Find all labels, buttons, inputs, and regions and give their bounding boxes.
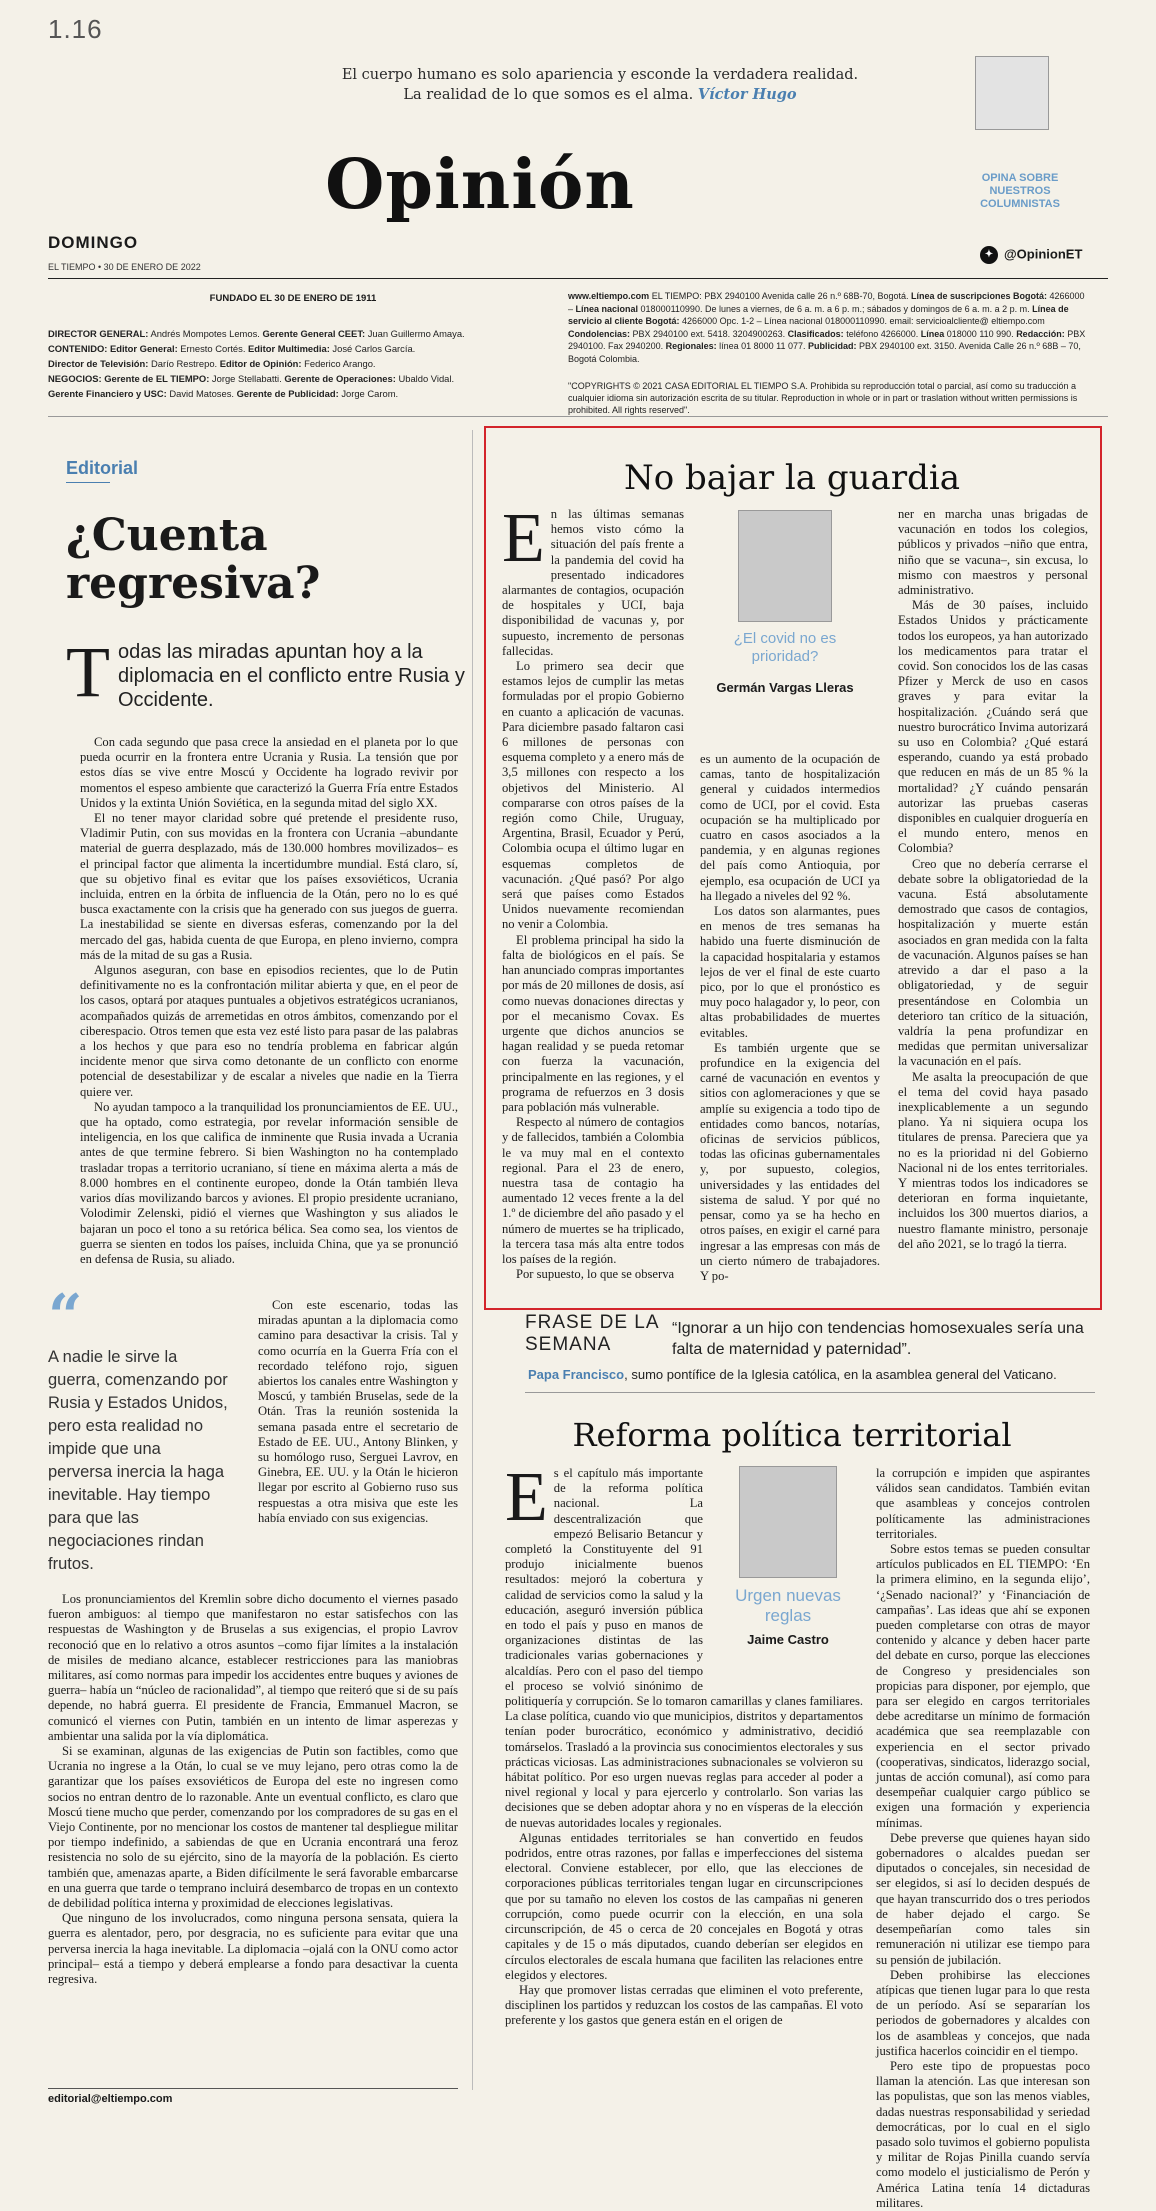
editorial-email[interactable]: editorial@eltiempo.com bbox=[48, 2093, 173, 2105]
column1-paragraph: Por supuesto, lo que se observa bbox=[516, 1267, 675, 1282]
editorial-pullquote: A nadie le sirve la guerra, comenzando por Rusia y Estados Unidos, pero esta realidad no impide que una perversa inercia la haga inevitable. Hay tiempo para que las negociaciones rindan frutos. bbox=[48, 1348, 228, 1573]
editorial-paragraph: Algunos aseguran, con base en episodios recientes, que lo de Putin definitivamente no es la confrontación militar abierta y que, en el peor de los casos, optará por ataques puntuales a objetivos estratégicos ucranianos, acompañados quizás de arremetidas en otros ámbitos, comenzando por el ciberespacio. Otros temen que esta vez esté listo para pasar de las palabras a los hechos y que para eso no tendría problema en fabricar algún incidente menor que sirva como detonante de un conflicto con enorme potencial de desestabilizar y de escalar a niveles que nadie en la Tierra quiere ver. bbox=[80, 963, 458, 1099]
masthead-rule bbox=[48, 416, 1108, 417]
editorial-paragraph: Los pronunciamientos del Kremlin sobre dicho documento el viernes pasado fueron ambiguos: al tiempo que manifestaron no estar satisfechos con las respuestas de Washington y de Bruselas a sus exigencias, el propio Lavrov reconoció que en lo relativo a otros asuntos –como fijar límites a la instalación de misiles de mediano alcance, establecer restricciones para las maniobras militares, así como normas para impedir los accidentes entre buques y aviones de guerra– había un “núcleo de racionalidad”, al tiempo que reiteró que si de su país depende, no habrá guerra. El presidente de Francia, Emmanuel Macron, se comunicó el viernes con Putin, también en un intento de limar asperezas y ambientar una salida por la vía diplomática. bbox=[48, 1592, 458, 1743]
section-title: Opinión bbox=[325, 145, 635, 225]
column2-col-a bbox=[505, 1459, 863, 2086]
column2-paragraph: Debe preverse que quienes hayan sido gobernadores o alcaldes puedan ser diputados o concejales, sin necesidad de ser elegidos, si así lo deciden después de que hayan transcurrido dos o tres periodos de haber dejado el cargo. Se desempeñarían como tales sin remuneración ni utilizar ese tiempo para su pensión de jubilación. bbox=[876, 1830, 1090, 1967]
top-quote bbox=[340, 66, 860, 105]
masthead-line: CONTENIDO: Editor General: Ernesto Cortés. Editor Multimedia: José Carlos García. bbox=[48, 343, 416, 354]
column2-author-question: Urgen nuevas reglas bbox=[735, 1586, 841, 1625]
top-quote-author: Víctor Hugo bbox=[697, 86, 797, 103]
editorial-body-top bbox=[80, 735, 458, 1293]
masthead-line: DIRECTOR GENERAL: Andrés Mompotes Lemos. Gerente General CEET: Juan Guillermo Amaya. bbox=[48, 328, 465, 339]
column1-author-question: ¿El covid no es prioridad? bbox=[733, 630, 837, 665]
column2-paragraph: Hay que promover listas cerradas que eliminen el voto preferente, disciplinen los partidos y reduzcan los costos de las campañas. El voto preferente y los gastos que genera están en el origen de bbox=[505, 1982, 863, 2028]
column1-paragraph: es un aumento de la ocupación de camas, tanto de hospitalización general y cuidados intermedios como de UCI, por el covid. Esta ocupación se ha multiplicado por cuatro en casos asociados a la pandemia, y en algunas regiones del país como Antioquia, por ejemplo, esa ocupación de UCI ya ha llegado a niveles del 92 %. bbox=[700, 752, 880, 903]
frase-label-text: FRASE DE LA SEMANA bbox=[525, 1312, 659, 1355]
editorial-body-bottom bbox=[48, 1592, 458, 2084]
editorial-tag-rule bbox=[66, 482, 110, 483]
column2-paragraph: s el capítulo más importante de la reforma política nacional. La descentralización que empezó Belisario Betancur y completó la Constituyente del 91 produjo inicialmente buenos resultados: mejoró la cobertura y calidad de servicios como la salud y la educación, aseguró inversión pública en todo el país y puso en manos de organizaciones distintas de las tradicionales varias gobernaciones y alcaldías. Pero con el paso del tiempo el proceso se volvió sinónimo de politiquería y corrupción. Se lo tomaron camarillas y clanes familiares. La clase política, cuando vio que municipios, distritos y departamentos tenían poder burocrático, económico y administrativo, decidió tomárselos. Trasladó a la provincia sus conocimientos electorales y sus prácticas viciosas. Las administraciones subnacionales se volvieron su hábitat político. Por eso urgen nuevas reglas para acceder al poder a nivel regional y local y para ejercerlo y controlarlo. Son varias las decisiones que se deben adoptar ahora y no en vísperas de la elección de nuevas autoridades locales y regionales. bbox=[505, 1466, 863, 1830]
column1-paragraph: Creo que no debería cerrarse el debate sobre la obligatoriedad de la vacuna. Está absolutamente demostrado que casos de contagios, hospitalización y muerte están asociados en gran medida con la falta de vacunación. Algunos países se han atrevido a dar el paso a la obligatoriedad, y de seguir presentándose en Colombia un deterioro tan crítico de la situación, valdría la pena profundizar en medidas que permitan universalizar la vacunación en el país. bbox=[898, 856, 1088, 1069]
editorial-paragraph: El no tener mayor claridad sobre qué pretende el presidente ruso, Vladimir Putin, con sus movidas en la frontera con Ucrania –abundante material de guerra desplazado, más de 130.000 hombres movilizados– es el principal factor que alimenta la incertidumbre mundial. Está claro, sí, que su objetivo final es evitar que los países exsoviéticos, Ucrania incluida, entren en la órbita de influencia de la Otán, pero no lo es qué busca exactamente con la crisis que ha generado con sus juegos de guerra. La inestabilidad se siente en diversas esferas, comenzando por la del mercado del gas, habida cuenta de que Europa, en pleno invierno, compra más de la mitad de su gas a Rusia. bbox=[80, 811, 458, 962]
header-rule bbox=[48, 278, 1108, 279]
frase-quote: “Ignorar a un hijo con tendencias homosexuales sería una falta de maternidad y paternidad”. bbox=[672, 1320, 1084, 1358]
column2-paragraph: Deben prohibirse las elecciones atípicas que tienen lugar para lo que resta de un período. Así se separarían los periodos de gobernadores y alcaldes con los de asambleas y concejos, que nada justifica hacerlos coincidir en el tiempo. bbox=[876, 1967, 1090, 2058]
column1-paragraph: n las últimas semanas hemos visto cómo la situación del país frente a la pandemia del covid ha presentado indicadores alarmantes de contagios, ocupación de hospitales y UCI, baja disponibilidad de vacunas y, por supuesto, incremento de personas fallecidas. bbox=[502, 507, 684, 658]
editorial-paragraph: Con cada segundo que pasa crece la ansiedad en el planeta por lo que pueda ocurrir en la frontera entre Ucrania y Rusia. La tensión que por estos días se vive entre Moscú y Occidente ha logrado revivir por momentos el espeso ambiente que caracterizó la Guerra Fría entre Estados Unidos y la extinta Unión Soviética, en la segunda mitad del siglo XX. bbox=[80, 735, 458, 810]
column1-col-c bbox=[898, 507, 1088, 1297]
frase-source-detail: , sumo pontífice de la Iglesia católica, en la asamblea general del Vaticano. bbox=[624, 1367, 1057, 1382]
column2-col-b bbox=[876, 1466, 1090, 2210]
column-divider bbox=[472, 430, 473, 2090]
column1-paragraph: Más de 30 países, incluido Estados Unidos y prácticamente todos los europeos, ya han autorizado los medicamentos para tratar el covid. Son conocidos los de las casas Pfizer y Merck de uso en casos graves y para evitar la hospitalización. ¿Cuándo será que nuestro burocrático Invima autorizará su uso en Colombia? ¿Qué estará esperando, cuando ya está probado que reducen en más de un 85 % la mortalidad? ¿Y cuándo pensarán autorizar las pruebas caseras disponibles en cualquier droguería en el mundo entero, menos en Colombia? bbox=[898, 598, 1088, 856]
masthead-line: NEGOCIOS: Gerente de EL TIEMPO: Jorge Stellabatti. Gerente de Operaciones: Ubaldo Vidal. bbox=[48, 373, 455, 384]
editorial-lede-drop: T bbox=[66, 632, 110, 712]
column2-author-name: Jaime Castro bbox=[747, 1632, 829, 1647]
page-number: 1.16 bbox=[48, 14, 103, 44]
frase-rule bbox=[525, 1392, 1095, 1393]
masthead-staff bbox=[48, 326, 558, 401]
column2-author-block bbox=[713, 1466, 863, 1676]
column2-drop-cap: E bbox=[505, 1459, 548, 1536]
qr-code[interactable] bbox=[975, 56, 1049, 130]
column1-paragraph: ner en marcha unas brigadas de vacunación en todos los colegios, públicos y privados –niño que entra, niño que se vacuna–, sin excusa, lo mismo con maestros y personal administrativo. bbox=[898, 507, 1088, 598]
editorial-paragraph: Con este escenario, todas las miradas apuntan a la diplomacia como camino para desactivar la crisis. Tal y como ocurría en la Guerra Fría con el recordado teléfono rojo, siguen abiertos los canales entre Washington y Moscú, y también Bruselas, sede de la Otán. Tras la reunión sostenida la semana pasada entre el secretario de Estado de EE. UU., Antony Blinken, y su homólogo ruso, Serguei Lavrov, en Ginebra, EE. UU. y la Otán le hicieron llegar por escrito al Gobierno ruso sus respuestas a otra misiva que este les había enviado con sus exigencias. bbox=[258, 1298, 458, 1525]
column1-paragraph: Lo primero sea decir que estamos lejos de cumplir las metas formuladas por el propio Gobierno en cuanto a aplicación de vacunas. Para diciembre pasado faltaron casi 6 millones de personas con esquema completo y a enero más de 3,5 millones con respecto a los objetivos del Ministerio. Al compararse con otros países de la región como Chile, Uruguay, Argentina, Brasil, Ecuador y Perú, Colombia ocupa el último lugar en esquemas completos de vacunación. ¿Qué pasó? Por algo será que países como Estados Unidos nuevamente recomiendan no venir a Colombia. bbox=[502, 659, 684, 932]
editorial-title: ¿Cuenta regresiva? bbox=[66, 510, 321, 609]
editorial-paragraph: Que ninguno de los involucrados, como ninguna persona sensata, quiera la guerra es alentador, pero, por desgracia, no es suficiente para evitar que una perversa inercia la haga inevitable. La diplomacia –ojalá con la ONU como actor principal– está a tiempo y deberá emplearse a fondo para desactivar la cuenta regresiva. bbox=[48, 1911, 458, 1987]
founded-line: FUNDADO EL 30 DE ENERO DE 1911 bbox=[209, 293, 377, 304]
column1-author-name: Germán Vargas Lleras bbox=[716, 680, 854, 695]
column1-drop-cap: E bbox=[502, 500, 545, 577]
twitter-icon: ✦ bbox=[980, 246, 998, 264]
column2-paragraph: Sobre estos temas se pueden consultar artículos publicados en EL TIEMPO: ‘En la primera elimino, en la segunda elijo’, ‘¿Senado nacional?’ y ‘Financiación de campañas’. Las ideas que ahí se exponen pueden completarse con otras de mayor contenido y alcance y deben hacer parte del debate en curso, porque las elecciones de Congreso y presidenciales son propicias para disponer, por ejemplo, que para ser elegido en cargos territoriales debe acreditarse un mínimo de formación académica que sea reemplazable con experiencia en el sector privado (cooperativas, sindicatos, liderazgo social, juntas de acción comunal), así como para desempeñar cualquier cargo público se exigen una formación y experiencia mínimas. bbox=[876, 1542, 1090, 1830]
editorial-paragraph: No ayudan tampoco a la tranquilidad los pronunciamientos de EE. UU., que ha optado, como estrategia, por revelar información sensible de inteligencia, en los que califica de inminente que Rusia invada a Ucrania antes de que termine febrero. Si bien Washington no ha contemplado trasladar tropas a territorio ucraniano, sí tiene en máxima alerta a más de 8.000 hombres en el continente europeo, donde la Otán también lleva varios días movilizando barcos y aviones. El propio presidente ucraniano, Volodimir Zelenski, pidió el viernes que Washington y sus aliados le bajaran un poco el tono a su retórica bélica. Sea como sea, los vientos de guerra se sienten en todos los países, incluida China, que ya se pronunció en defensa de Rusia, su aliado. bbox=[80, 1099, 458, 1266]
masthead-line: Gerente Financiero y USC: David Matoses. Gerente de Publicidad: Jorge Carom. bbox=[48, 388, 399, 399]
column1-paragraph: El problema principal ha sido la falta de biológicos en el país. Se han anunciado compras importantes por más de 20 millones de dosis, así como nuevas donaciones directas y por el mecanismo Covax. Es urgente que dichos anuncios se hagan realidad y se pueda retomar con fuerza la vacunación, principalmente en las regiones, y el programa de refuerzos en 3 dosis para población más vulnerable. bbox=[502, 932, 684, 1114]
date-label: EL TIEMPO • 30 DE ENERO DE 2022 bbox=[48, 262, 201, 272]
frase-source bbox=[528, 1367, 1057, 1382]
top-quote-text: El cuerpo humano es solo apariencia y esconde la verdadera realidad. La realidad de lo que somos es el alma. bbox=[341, 67, 859, 103]
quote-icon: “ bbox=[48, 1282, 83, 1352]
column2-paragraph: Algunas entidades territoriales se han convertido en feudos podridos, entre otras razones, por fallas e imperfecciones del sistema electoral. Conviene establecer, por ello, que las elecciones de corporaciones públicas territoriales tengan lugar en circunscripciones que por su tamaño no eleven los costos de las campañas ni generen corrupción, como puede ocurrir con la elección, en una sola circunscripción, de 45 o cerca de 20 concejales en Bogotá y otras capitales y de 15 o más diputados, cuando deberían ser elegidos en círculos electorales de escala humana que faciliten las relaciones entre elegidos y electores. bbox=[505, 1830, 863, 1982]
footer-rule bbox=[48, 2088, 458, 2089]
author-photo bbox=[738, 510, 832, 622]
masthead-contact: www.eltiempo.com EL TIEMPO: PBX 2940100 Avenida calle 26 n.º 68B-70, Bogotá. Línea de suscripciones Bogotá: 4266000 – Línea nacional 018000110990. De lunes a viernes, de 6 a. m. a 6 p. m.; sábados y domingos de 6 a. m. a 2 p. m. Línea de servicio al cliente Bogotá: 4266000 Opc. 1-2 – Línea nacional 018000110990. email: servicioalcliente@ eltiempo.com Condolencias: PBX 2940100 ext. 5418. 3204900263. Clasificados: teléfono 4266000. Línea 018000 110 990. Redacción: PBX 2940100. Fax 2940200. Regionales: línea 01 8000 11 077. Publicidad: PBX 2940100 ext. 3150. Avenida Calle 26 n.º 68B – 70, Bogotá Colombia. bbox=[568, 291, 1086, 364]
column2-paragraph: la corrupción e impiden que aspirantes válidos sean candidatos. También evitan que asambleas y concejos controlen políticamente las administraciones territoriales. bbox=[876, 1466, 1090, 1541]
column1-paragraph: Los datos son alarmantes, pues en menos de tres semanas ha habido una fuerte disminución de la capacidad hospitalaria y estamos lejos de ver el final de este cuarto pico, por lo que el pronóstico es muy poco halagador y, lo peor, con altas probabilidades de muertes evitables. bbox=[700, 904, 880, 1040]
qr-caption: OPINA SOBRE NUESTROS COLUMNISTAS bbox=[980, 172, 1060, 210]
column1-col-b bbox=[700, 752, 880, 1297]
column1-col-a bbox=[502, 500, 684, 1297]
frase-label bbox=[525, 1312, 665, 1356]
editorial-paragraph: Si se examinan, algunas de las exigencias de Putin son factibles, como que Ucrania no ingrese a la Otán, lo cual se ve muy lejano, pero otras como la de garantizar que los países exsoviéticos de Europa del este no ingresen como socios no entran dentro de lo razonable. Ante un eventual conflicto, es claro que Moscú tiene mucho que perder, comenzando por los compradores de su gas en el Viejo Continente, por no mencionar los costos de mantener tal despliegue militar por tiempo indefinido, a sabiendas de que en Ucrania encontrará una feroz resistencia no solo de su ejército, sino de la mayoría de la población. Es cierto también que, amenazas aparte, a Biden difícilmente le será favorable embarcarse en una guerra que tarde o temprano incluirá desembarco de tropas en un contexto de debilidad política interna y proximidad de elecciones legislativas. bbox=[48, 1744, 458, 1911]
masthead-copyright: "COPYRIGHTS © 2021 CASA EDITORIAL EL TIEMPO S.A. Prohibida su reproducción total o parcial, así como su traducción a cualquier idioma sin autorización escrita de su titular. Reproduction in whole or in part or traslation without written permissions is prohibited. All rights reserved". bbox=[568, 381, 1078, 415]
twitter-handle-text: @OpinionET bbox=[1004, 246, 1083, 262]
day-label: DOMINGO bbox=[48, 233, 139, 252]
frase-source-name: Papa Francisco bbox=[528, 1367, 625, 1382]
column1-paragraph: Respecto al número de contagios y de fallecidos, también a Colombia le va muy mal en el contexto regional. Para el 23 de enero, nuestra tasa de contagio ha aumentado 12 veces frente a la del 1.º de diciembre del año pasado y el número de muertes se ha triplicado, la tercera tasa más alta entre todos los países de la región. bbox=[502, 1115, 684, 1266]
author-photo bbox=[739, 1466, 837, 1578]
twitter-handle[interactable] bbox=[980, 246, 1082, 264]
editorial-tag: Editorial bbox=[66, 458, 139, 478]
column2-paragraph: Pero este tipo de propuestas poco llaman la atención. Las que interesan son las populistas, que son las menos viables, dadas nuestras responsabilidad y seriedad democráticas, por lo cual en el siglo pasado solo tuvimos el gobierno populista y militar de Rojas Pinilla cuando servía como modelo el justicialismo de Perón y América Latina tenía 14 dictaduras militares. bbox=[876, 2058, 1090, 2210]
editorial-body-middle bbox=[258, 1298, 458, 1588]
column1-paragraph: Es también urgente que se profundice en la exigencia del carné de vacunación en eventos y sitios con aglomeraciones y que se amplíe su exigencia a todo tipo de entidades como bancos, notarías, oficinas de servicios públicos, todas las oficinas gubernamentales y, por supuesto, colegios, universidades y las entidades del sistema de salud. Y por qué no pensar, como ya se ha hecho en otros países, en exigir el carné para ingresar a las empresas con más de un cierto número de trabajadores. Y po- bbox=[700, 1040, 880, 1283]
column1-title: No bajar la guardia bbox=[624, 458, 960, 498]
column2-title: Reforma política territorial bbox=[572, 1416, 1012, 1454]
editorial-lede: odas las miradas apuntan hoy a la diplomacia en el conflicto entre Rusia y Occidente. bbox=[118, 641, 465, 711]
column1-paragraph: Me asalta la preocupación de que el tema del covid haya pasado inexplicablemente a un segundo plano. Ya ni siquiera ocupa los titulares de prensa. Pareciera que ya no es la prioridad ni del Gobierno Nacional ni de los entes territoriales. Y mientras todos los indicadores se deterioran en forma inquietante, incluidos los 300 muertos diarios, a nuestro flamante ministro, personaje del año 2021, se lo tragó la tierra. bbox=[898, 1069, 1088, 1251]
masthead-line: Director de Televisión: Darío Restrepo. Editor de Opinión: Federico Arango. bbox=[48, 358, 376, 369]
